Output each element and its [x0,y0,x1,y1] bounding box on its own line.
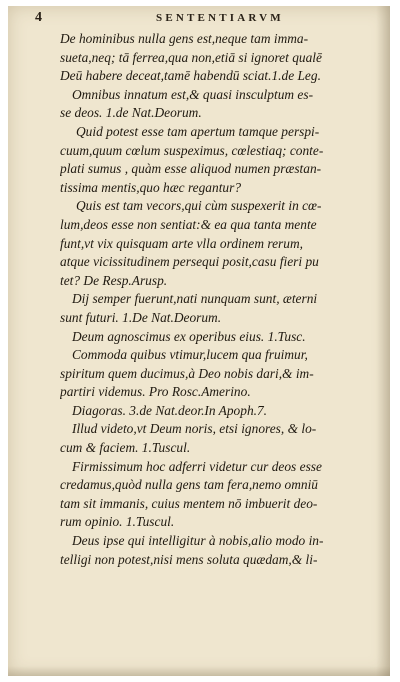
text-line: Deus ipse qui intelligitur à nobis,alio modo in- [72,533,324,549]
text-line: tissima mentis,quo hæc regantur? [60,179,242,195]
text-line: se deos. 1.de Nat.Deorum. [60,105,202,121]
text-line: atque vicissitudinem persequi posit,casu fieri pu [60,254,319,270]
text-line: Commoda quibus vtimur,lucem qua fruimur, [72,347,308,363]
text-line: Deū habere deceat,tamē habendū sciat.1.de Leg. [60,68,321,84]
text-line: Deum agnoscimus ex operibus eius. 1.Tusc. [72,328,306,344]
text-line: plati sumus , quàm esse aliquod numen præstan- [60,161,322,177]
text-line: partiri videmus. Pro Rosc.Amerino. [60,384,251,400]
text-line: Omnibus innatum est,& quasi insculptum es- [72,86,314,102]
text-line: De hominibus nulla gens est,neque tam imma- [60,31,309,46]
text-line: sunt futuri. 1.De Nat.Deorum. [60,309,222,325]
page-bottom-shadow [8,666,390,676]
text-line: tam sit immanis, cuius mentem nō imbuerit deo- [60,495,318,511]
text-line: spiritum quem ducimus,à Deo nobis dari,& im- [60,365,314,381]
text-line: telligi non potest,nisi mens soluta quædam,& li- [60,551,318,567]
text-line: cum & faciem. 1.Tuscul. [60,440,191,456]
page-number: 4 [35,10,42,25]
text-block [60,30,366,569]
text-line: lum,deos esse non sentiat:& ea qua tanta mente [60,216,317,232]
text-line: sueta,neq; tā ferrea,qua non,etiā si ignoret qualē [60,49,322,65]
text-line: Dij semper fuerunt,nati nunquam sunt, æterni [72,291,318,307]
page-edge-shadow [376,6,390,676]
text-line: funt,vt vix quisquam arte vlla ordinem rerum, [60,235,303,251]
text-line: tet? De Resp.Arusp. [60,272,168,288]
running-head: SENTENTIARVM [156,12,284,24]
text-line: cuum,quum cœlum suspeximus, cœlestiaq; conte- [60,142,324,158]
text-line: Firmissimum hoc adferri videtur cur deos esse [72,458,322,474]
text-line: Quis est tam vecors,qui cùm suspexerit in cœ- [76,198,322,214]
text-line: Illud videto,vt Deum noris, etsi ignores, & lo- [72,421,317,437]
text-line: Quid potest esse tam apertum tamque perspi- [76,123,320,139]
text-line: credamus,quòd nulla gens tam fera,nemo omniū [60,477,318,493]
book-page [8,6,390,676]
text-line: Diagoras. 3.de Nat.deor.In Apoph.7. [72,402,268,418]
text-line: rum opinio. 1.Tuscul. [60,514,175,530]
